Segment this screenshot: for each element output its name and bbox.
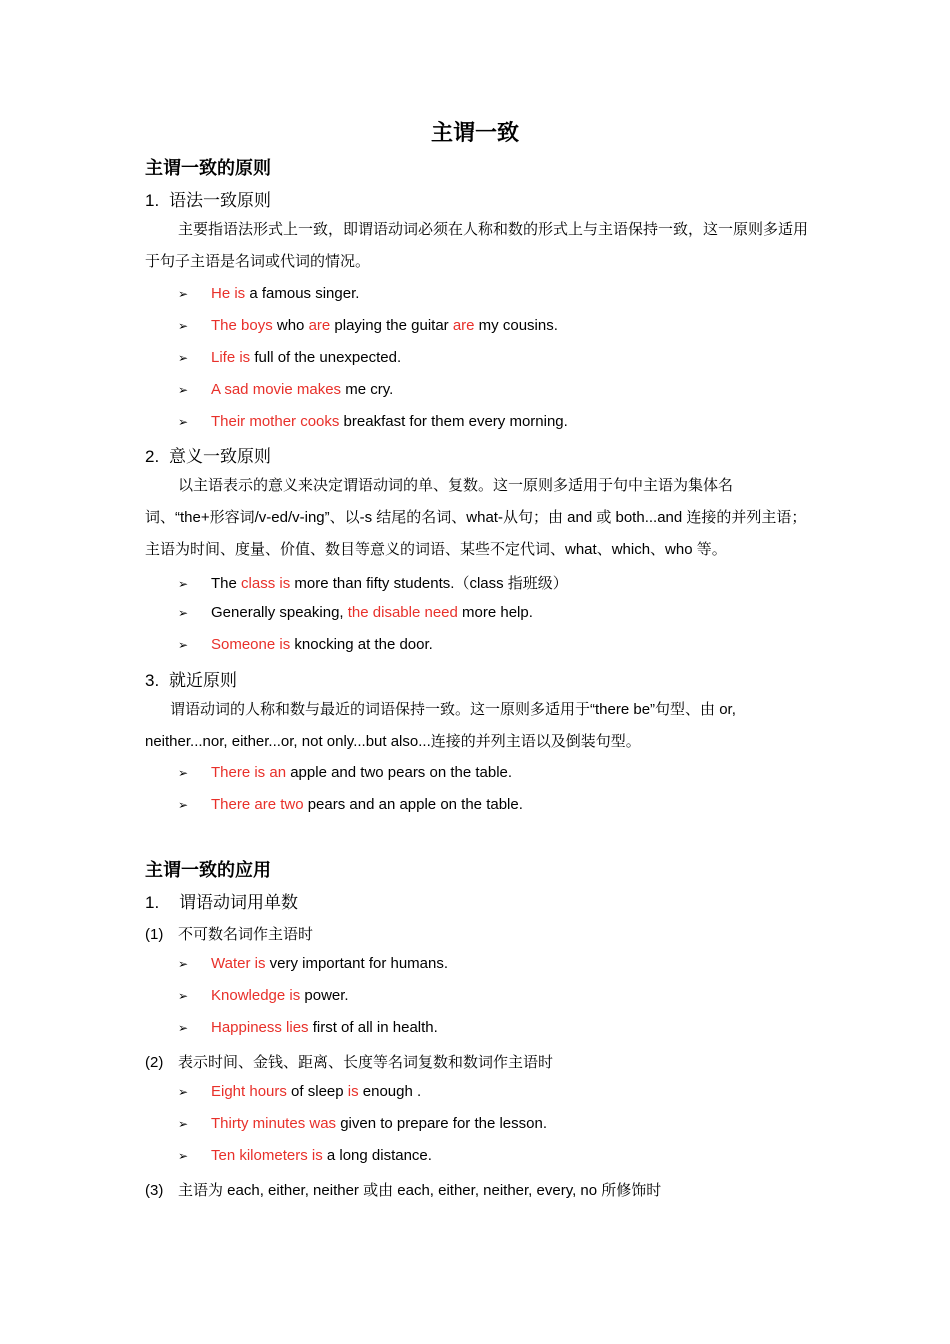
rule-paragraph-2: [145, 470, 809, 566]
bullet-arrow-icon: ➢: [178, 351, 189, 365]
paragraph-text: 以主语表示的意义来决定谓语动词的单、复数。这一原则多适用于句中主语为集体名词、“the+形容词/v-ed/v-ing”、以-s 结尾的名词、what-从句；由 and 或 both...and 连接的并列主语；主语为时间、度量、价值、数目等意义的词语、某些不定代词、what、which、who 等。: [145, 477, 807, 558]
rule-title: 意义一致原则: [169, 447, 271, 466]
subsection-number: 1.: [145, 893, 160, 912]
example-item: ➢ The class is more than fifty students.（class 指班级）: [178, 575, 568, 592]
item-heading-3: [145, 1179, 661, 1200]
example-item: ➢ Happiness lies first of all in health.: [178, 1019, 438, 1036]
example-item: ➢ There is an apple and two pears on the table.: [178, 764, 513, 781]
example-item: ➢ There are two pears and an apple on the table.: [178, 796, 523, 813]
paragraph-text: 主要指语法形式上一致，即谓语动词必须在人称和数的形式上与主语保持一致，这一原则多适用于句子主语是名词或代词的情况。: [145, 221, 809, 270]
bullet-arrow-icon: ➢: [178, 1085, 189, 1099]
rule-number: 1.: [145, 191, 160, 210]
example-item: ➢ Someone is knocking at the door.: [178, 636, 433, 653]
item-heading-1: [145, 923, 313, 944]
example-item: ➢ Water is very important for humans.: [178, 955, 449, 972]
item-title: 表示时间、金钱、距离、长度等名词复数和数词作主语时: [178, 1054, 554, 1071]
bullet-arrow-icon: ➢: [178, 383, 189, 397]
example-item: ➢ The boys who are playing the guitar are my cousins.: [178, 317, 558, 334]
example-item: ➢ Knowledge is power.: [178, 987, 349, 1004]
rule-title: 语法一致原则: [169, 191, 271, 210]
item-heading-2: [145, 1051, 553, 1072]
bullet-arrow-icon: ➢: [178, 989, 189, 1003]
section-heading-principles: 主谓一致的原则: [145, 158, 271, 178]
bullet-arrow-icon: ➢: [178, 606, 189, 620]
paragraph-text: 谓语动词的人称和数与最近的词语保持一致。这一原则多适用于“there be”句型、由 or, neither...nor, either...or, not only...but also...连接的并列主语以及倒装句型。: [145, 701, 736, 750]
rule-paragraph-1: [145, 214, 809, 278]
bullet-arrow-icon: ➢: [178, 319, 189, 333]
rule-number: 3.: [145, 671, 160, 690]
rule-number: 2.: [145, 447, 160, 466]
section-heading-applications: 主谓一致的应用: [145, 860, 271, 880]
bullet-arrow-icon: ➢: [178, 577, 189, 591]
bullet-arrow-icon: ➢: [178, 766, 189, 780]
bullet-arrow-icon: ➢: [178, 798, 189, 812]
rule-paragraph-3: [145, 694, 809, 758]
example-item: ➢ A sad movie makes me cry.: [178, 381, 394, 398]
bullet-arrow-icon: ➢: [178, 1149, 189, 1163]
example-item: ➢ Eight hours of sleep is enough .: [178, 1083, 422, 1100]
subsection-heading: [145, 888, 298, 913]
example-item: ➢ Thirty minutes was given to prepare for the lesson.: [178, 1115, 548, 1132]
example-item: ➢ Life is full of the unexpected.: [178, 349, 402, 366]
subsection-title: 谓语动词用单数: [179, 893, 298, 912]
example-item: ➢ He is a famous singer.: [178, 285, 360, 302]
item-number: (3): [145, 1182, 164, 1199]
bullet-arrow-icon: ➢: [178, 957, 189, 971]
bullet-arrow-icon: ➢: [178, 638, 189, 652]
item-number: (2): [145, 1054, 164, 1071]
page-title: 主谓一致: [430, 120, 519, 145]
item-title: 主语为 each, either, neither 或由 each, either, neither, every, no 所修饰时: [178, 1182, 662, 1199]
bullet-arrow-icon: ➢: [178, 415, 189, 429]
item-title: 不可数名词作主语时: [178, 926, 314, 943]
rule-heading-2: [145, 442, 271, 467]
item-number: (1): [145, 926, 164, 943]
rule-heading-1: [145, 186, 271, 211]
example-item: ➢ Ten kilometers is a long distance.: [178, 1147, 432, 1164]
rule-title: 就近原则: [169, 671, 237, 690]
bullet-arrow-icon: ➢: [178, 1117, 189, 1131]
example-item: ➢ Their mother cooks breakfast for them every morning.: [178, 413, 568, 430]
example-item: ➢ Generally speaking, the disable need more help.: [178, 604, 533, 621]
bullet-arrow-icon: ➢: [178, 1021, 189, 1035]
bullet-arrow-icon: ➢: [178, 287, 189, 301]
rule-heading-3: [145, 666, 237, 691]
